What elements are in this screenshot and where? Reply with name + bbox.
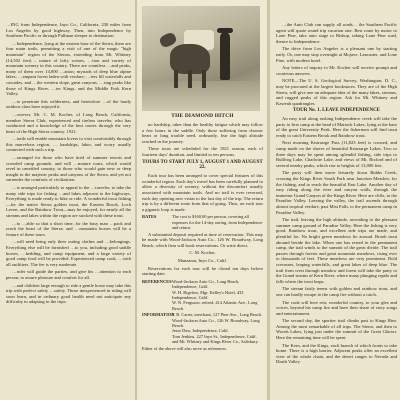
left-column [0,0,135,400]
left-paragraph: …arranged for those who have tired of summer resorts and crowded camp grounds, and will …mature tours, which would revel in unsettled country, to those who would gain new or deep insight to the majestic peaks and canyons of the Sierra, and yet not surrender the comforts of civilization. [6,155,131,183]
references-label: REFERENCES [142,278,172,284]
information-label: INFORMATION [142,312,175,318]
tour-paragraph: The Kern, and the Kings, each branch of which fronts to take home. There is a high barrier. Adjacent peaks offer an excellent view of the whole chain, and the desert ranges to Nevada and Death Valley. [276,342,397,365]
tour-paragraph: The trail, leaving the high altitude, ascending to the pleasant summer camp ground of Paradise Valley. Here the fishing is very good. Rainbow trout, and excellent side trips are made, and plentiful for. No bright green meadows lie around. Brook trout abound beside the lake. When one has rested in the permanent camp, the trail winds to the summit of the great divide. The trail passes through forests and great mountain meadows, rising ever to thousands of feet. These meadows are very prominent. Bold crevasses, leaping waterfalls, and great lakes of deep blue. The trail from crest through meadow and forest will take the party to the Grand stream of Kern River, where many plunging rapids and falls where the trout leaps. [276,217,397,284]
signature-place: Manzanar, Inyo Co., Calif. [177,257,228,263]
information-entry [142,312,263,344]
references-entry [142,279,263,311]
right-paragraph: Any letters of inquiry to Mr. Kocher will receive prompt and courteous answers. [276,65,397,76]
tour-paragraph: The stream fairly teems with golden and rainbow trout, and one can hardly escape to the camp fire without a catch. [276,286,397,297]
right-paragraph: NOTE—The U. S. Geological Survey, Washington, D. C., may be procured at the largest bookstores. They are of the High Sierra, will give one an adequate idea of the many lakes, streams, and rugged peaks of this region. Ask for Mt. Whitney and Kaweah quadrangles. [276,78,397,106]
left-paragraph: …and children large enough to ride a gentle horse may take this trip with perfect safety …safety. Those inexperienced in riding will soon learn, and in ordinary good health need not anticipate any difficulty in adapting to the trips. [6,282,131,305]
tour-paragraph: Next morning Kearsarge Pass (11,823 feet) is crossed, and camp made on the shores of beautiful Kearsarge Lakes. Two or three days may be spent among splendid fishing, side trips to Bullfrog Lake, Charlotte Lake, and views of Mt. Rixford and of several nearby peaks, which rise to heights of 13,000 feet. [276,140,397,168]
information-item: F. B. Carter, merchant, 127 Pine Ave., Long Beach. [172,312,262,318]
information-item: Jesse Daw, Independence, Calif. [172,328,229,334]
rates-entry [142,214,263,230]
right-paragraph: …the Auto Club can supply all roads… the Southern Pacific agent will quote round trip vacation rate. Best route by motor to Lone Pine, take auto stage to Bishop, taking Lone Pine road, thence to Independence. [276,22,397,44]
left-paragraph: …owever, Mr. C. M. Kocher, of Long Beach, California, member Sierra Club, experienced and tireless traveler, who has conducted and a knowledge of the best routes through the very heart of the High Sierra country. 1921. [6,111,131,134]
left-paragraph: …to …able so that a short time, for the busy man …pack and reach the heart of the Sierra; and …mountain horses will be a feature of these tours. [6,220,131,237]
right-paragraph: The drive from Los Angeles is a pleasant one by starting early. Or, one may stop overnight at Mojave, Lancaster, and Lone Pine, with modern hotel. [276,46,397,63]
tour-paragraph: An easy trail along rushing Independence creek will take the party to first camp at the head of Mattock Lakes, lying at the base of the great University Peak. Here the fishermen will find trout ready to catch Eastern Brook and Rainbow trout. [276,116,397,138]
reference-item: W. H. Bigelow, Mgr. Kelley's Hotel, 433 Independence, Calif. [172,289,244,300]
reference-item: W. N. Ferguson, retired, 414 Atlantic Ave., Long Beach. [172,300,258,311]
reservations-note: Reservations for each tour will be closed ten days before starting date. [142,265,263,277]
left-paragraph: …is arranged particularly to appeal to the …traveler, to take the many side trips for fishing …and lakes adjacent to the highways. Everything is made ready to hike or ride. A wonderful trout fishing—for the native Sierra golden trout, the Eastern Brook, Loch Leven, and the Rainbow Trout—may be enjoyed, for nearly all the streams and lakes within the region are stocked with these trout. [6,185,131,218]
middle-paragraph: These tours are scheduled for the 1921 season, each of fourteen days' duration, and limited to ten persons. [142,146,263,157]
middle-paragraph: no hardship, other than the healthy fatigue which may follow a few hours in the saddle. Only those suffering from chronic heart or lung trouble need, ordinarily, fear the high altitude reached in the journey. [142,122,263,144]
tour-heading: TOUR No. 1. LEAVE INDEPENDENCE [292,108,381,114]
rates-text: The cost is $160.00 per person, covering all expenses for the 14-day outing, from Independence and return. [172,214,263,231]
left-paragraph: …ING from Independence, Inyo Co., California, 230 miles from Los Angeles by good highway. Then, into Independence by Southern Pacific or through Pullman sleeper to destination. [6,22,131,39]
left-paragraph: …trails will enable mountain lovers to visit comfortably through this marvelous region, … hardships, labor, and worry usually connected with such a trip. [6,136,131,153]
information-item: Wood-Jackson Auto Co., 126 W. Broadway, Long Beach. [172,317,260,328]
information-item: Tom Jenkins, 227 Inyo St., Independence, Calif. and Mt. Whitney and Kings River Co., Salisbury. [172,333,259,345]
reference-item: Wood-Jackson Auto Co., Long Beach, Independence, Calif. [172,278,240,290]
deposit-text: A substantial deposit required at time of reservation. This may be made with Wood-Jackson Auto Co., 126 W. Broadway, Long Beach, which firm will book reservations. Or write direct. [142,231,263,248]
rates-label: RATES [142,214,157,220]
signature-name: C. M. Kocher, [189,250,216,256]
photo-caption: THE DIAMOND HITCH [171,113,234,119]
tour-paragraph: The party will then move leisurely down Bubbs Creek, crossing the Kings River South Fork near Junction Meadow, for the fishing, and to reach the beautiful East Lake. Another day of easy riding along the river and canyon walls, through the immense Grand Canyon of the Kings River. Here are cliffs, to the Paradise Valley. Leaving the valley, the trail ascends through almost tropical verdure, past Mist Falls, to the permanent camp in Paradise Valley. [276,170,397,215]
left-paragraph: …rider will guide the parties, and give his …attention to each person, to assure pleasure and comfort for all. [6,269,131,280]
closing-note: Either of the above will also serve as references. [142,345,227,351]
pack-horse-photo [142,6,260,111]
left-paragraph: …will need bring only their outing clothes and …belongings. Everything else will be furnished …to you, including good saddle horses, …bedding, and camp equipment, and a large variety of good camp food will be provided. Experienced camp cook, …with all outfitters. The fee is very moderate. [6,239,131,267]
tour-paragraph: The cook will here rest, wonderful country, to your glee and voices, beyond his camp fire and have their share of story songs and entertainment. [276,299,397,316]
left-paragraph: …Independence, lying at the eastern base of the Sierra, there are four main trails, permitting a visit of one of the magic "high mountain" region of the Sierras, extending from Mt. Whitney (14,502 feet) – nature of lofty scenes, …tion and variety of mountain scenery in this country. There are countless …and peaks, many of them over 14,000 …ation; myriads of deep blue alpine lakes; …ampant forest laden with verdure; …ters fill waterfalls and cascades, and …the western slope, great canyons, …ring peaks like those of Kings River, …ter Kings, and the Middle Fork Kern Valley. [6,40,131,97]
right-column [270,0,400,400]
tour-paragraph: The second day, the sportier trail climbs past to Kings Rim. Among the most remarkable of all trips. The Sierra, and then to Woods Lakes, lying just under the summit of the Great Glacier. Here the remaining time will be spent. [276,318,397,341]
middle-column [137,0,267,400]
tours-paragraph: Each tour has been arranged to cover special features of this wonderful region. Each day's travel has been carefully planned to allow a diversity of scenery, without the discomfort usually associated with mountain trails. And no trail is ever reversed, each day opening new vistas to the last day of the trip. The return trip is by a different route from that of going. Thus, on each tour a gigantic loop is made. [142,173,263,212]
left-paragraph: …to penetrate this wilderness, and heretofore …of the hardy outdoor class have enjoyed it. [6,98,131,110]
tours-heading: TOURS TO START JULY 1, AUGUST 1 AND AUGUST 22. [142,159,263,171]
